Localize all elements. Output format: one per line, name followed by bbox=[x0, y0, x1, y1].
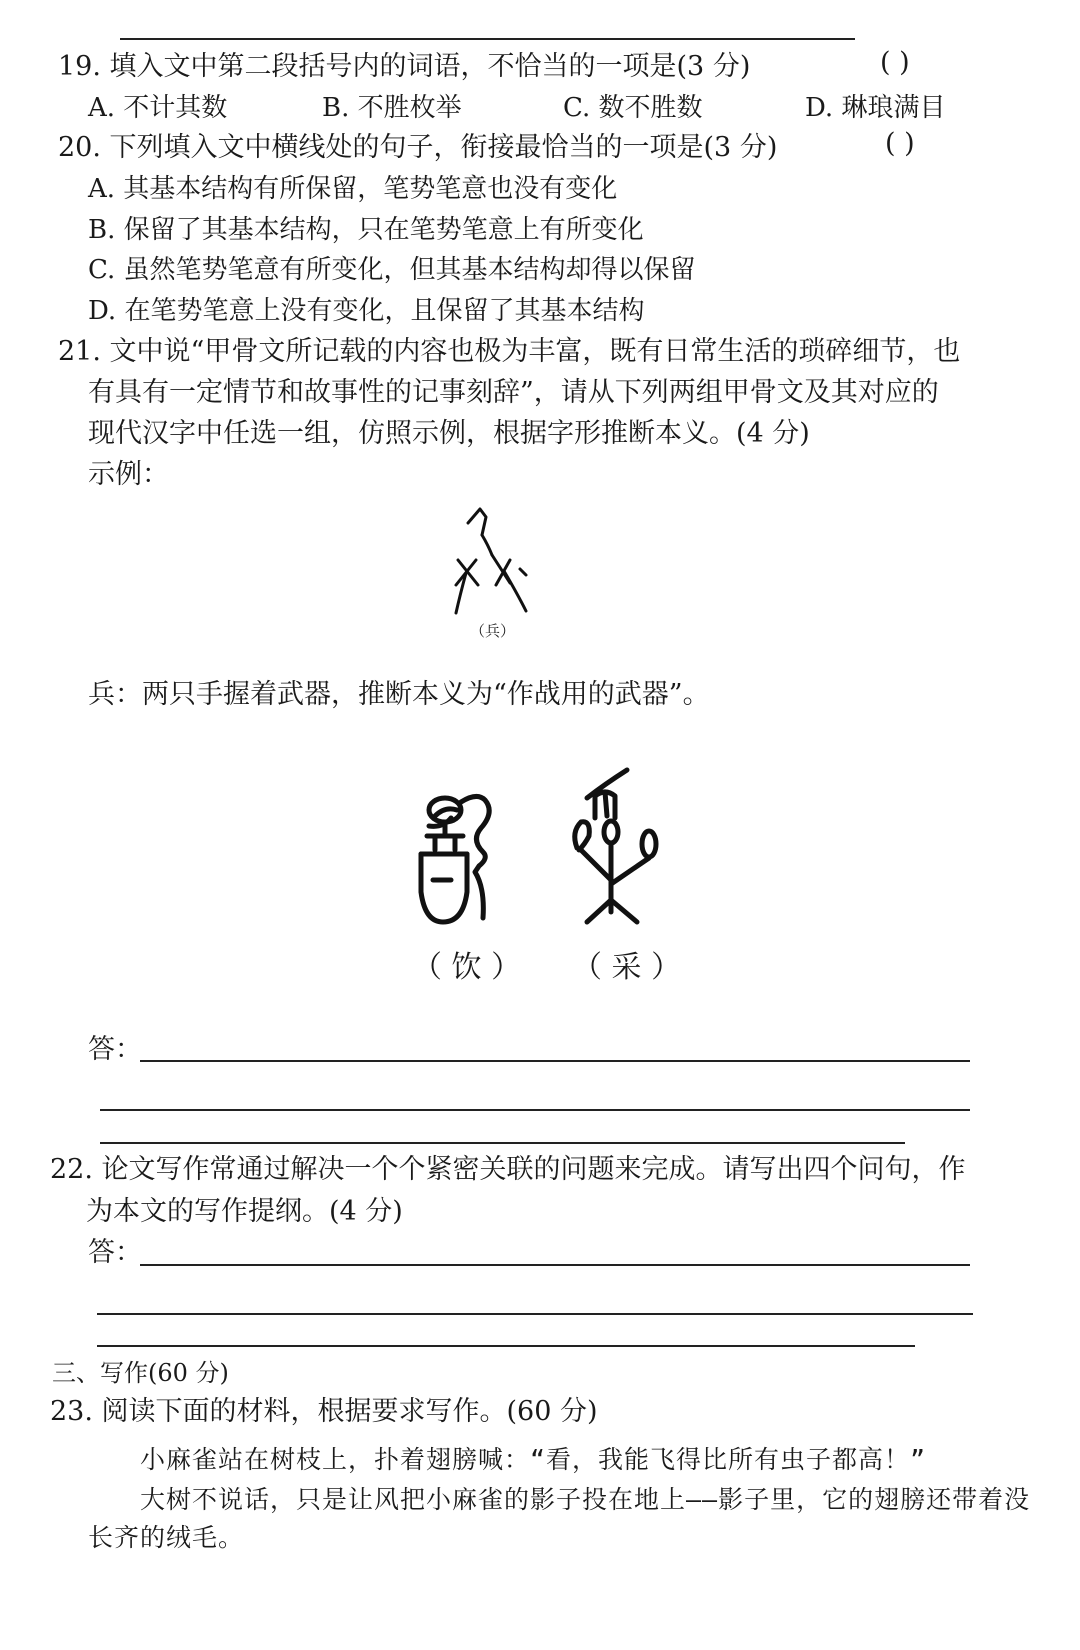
material-line-2: 大树不说话，只是让风把小麻雀的影子投在地上——影子里，它的翅膀还带着没 bbox=[140, 1485, 1031, 1514]
q22-answer-line-2[interactable] bbox=[97, 1313, 973, 1315]
q21-answer-line-2[interactable] bbox=[100, 1109, 970, 1111]
q19-option-d[interactable]: D. 琳琅满目 bbox=[805, 93, 946, 123]
q22-answer-line-1[interactable] bbox=[140, 1264, 970, 1266]
q21-answer-line-1[interactable] bbox=[140, 1060, 970, 1062]
q19-option-a[interactable]: A. 不计其数 bbox=[88, 93, 228, 123]
oracle-glyph-bing bbox=[448, 505, 538, 615]
material-line-1: 小麻雀站在树枝上，扑着翅膀喊：“看，我能飞得比所有虫子都高！” bbox=[140, 1445, 927, 1474]
q20-option-a[interactable]: A. 其基本结构有所保留，笔势笔意也没有变化 bbox=[88, 174, 618, 204]
q21-stem-line-2: 有具有一定情节和故事性的记事刻辞”，请从下列两组甲骨文及其对应的 bbox=[88, 377, 939, 408]
q19-option-b[interactable]: B. 不胜枚举 bbox=[322, 93, 462, 123]
q21-stem-line-3: 现代汉字中任选一组，仿照示例，根据字形推断本义。(4 分) bbox=[88, 418, 810, 449]
q22-answer-label: 答： bbox=[88, 1237, 142, 1268]
q21-answer-label: 答： bbox=[88, 1034, 142, 1065]
oracle-glyph-cai bbox=[565, 762, 675, 932]
top-answer-line bbox=[120, 38, 855, 40]
q22-answer-line-3[interactable] bbox=[97, 1345, 915, 1347]
example-char-caption: （兵） bbox=[470, 622, 516, 640]
section3-title: 三、写作(60 分) bbox=[52, 1359, 229, 1387]
q22-stem-line-2: 为本文的写作提纲。(4 分) bbox=[86, 1196, 403, 1227]
q19-stem: 19. 填入文中第二段括号内的词语，不恰当的一项是(3 分) bbox=[58, 51, 751, 82]
q19-answer-paren[interactable]: ( ) bbox=[880, 47, 910, 78]
q22-stem-line-1: 22. 论文写作常通过解决一个个紧密关联的问题来完成。请写出四个问句，作 bbox=[50, 1154, 966, 1185]
q23-stem: 23. 阅读下面的材料，根据要求写作。(60 分) bbox=[50, 1396, 598, 1427]
glyph-label-cai: （ 采 ） bbox=[572, 950, 682, 985]
q20-option-d[interactable]: D. 在笔势笔意上没有变化，且保留了其基本结构 bbox=[88, 296, 645, 326]
q21-example-label: 示例： bbox=[88, 459, 169, 490]
oracle-glyph-yin bbox=[405, 788, 505, 928]
q21-stem-line-1: 21. 文中说“甲骨文所记载的内容也极为丰富，既有日常生活的琐碎细节，也 bbox=[58, 336, 961, 367]
example-explanation: 兵：两只手握着武器，推断本义为“作战用的武器”。 bbox=[88, 679, 710, 710]
q20-answer-paren[interactable]: ( ) bbox=[885, 128, 915, 159]
q21-answer-line-3[interactable] bbox=[100, 1142, 905, 1144]
q19-option-c[interactable]: C. 数不胜数 bbox=[563, 93, 703, 123]
q20-option-c[interactable]: C. 虽然笔势笔意有所变化，但其基本结构却得以保留 bbox=[88, 255, 696, 285]
material-line-3: 长齐的绒毛。 bbox=[88, 1523, 245, 1552]
q20-option-b[interactable]: B. 保留了其基本结构，只在笔势笔意上有所变化 bbox=[88, 215, 644, 245]
glyph-label-yin: （ 饮 ） bbox=[412, 950, 522, 985]
q20-stem: 20. 下列填入文中横线处的句子，衔接最恰当的一项是(3 分) bbox=[58, 132, 778, 163]
